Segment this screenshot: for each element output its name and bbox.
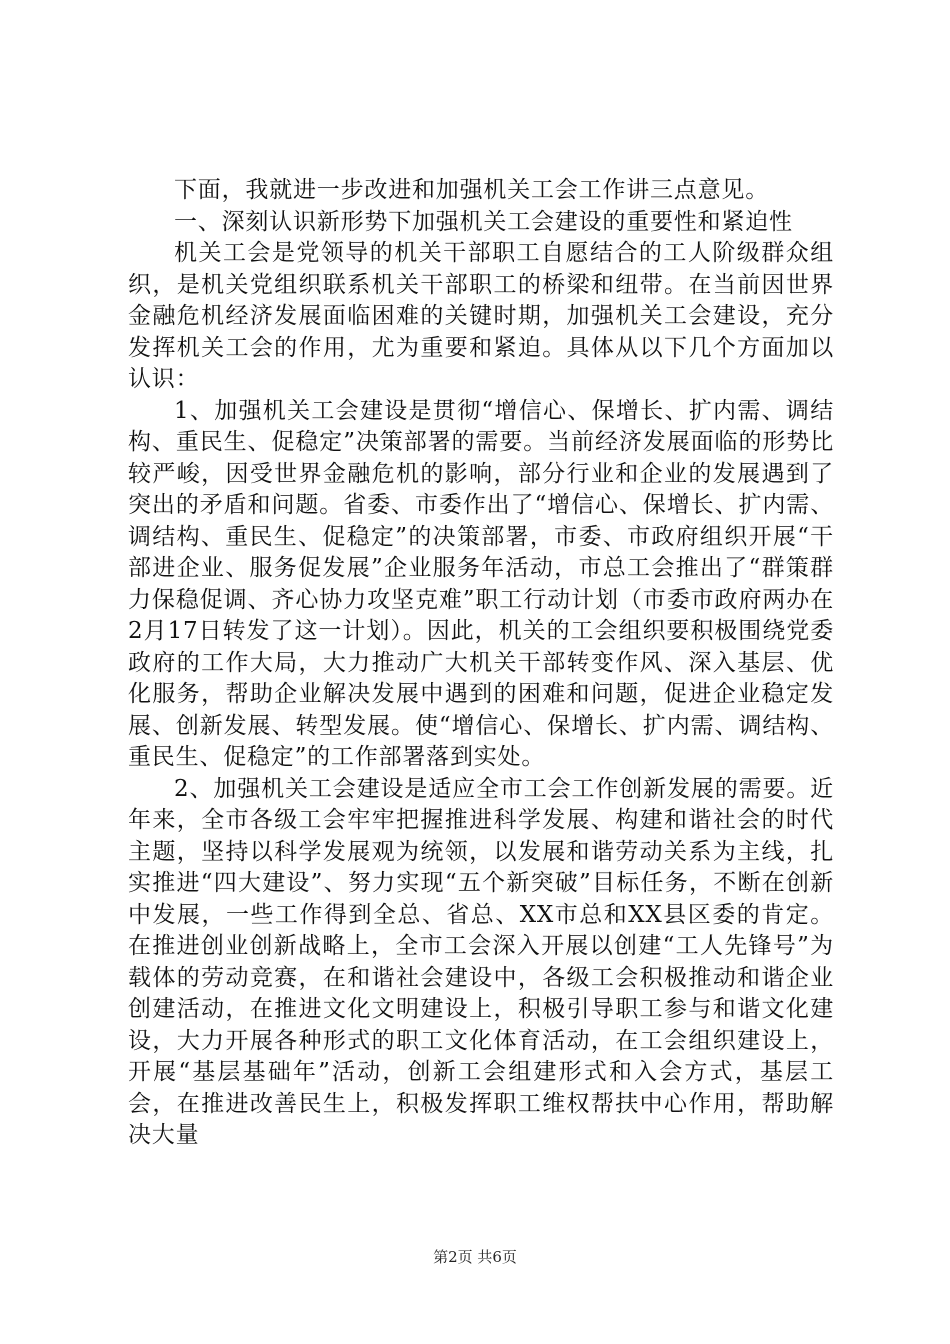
paragraph-point-1: 1、加强机关工会建设是贯彻“增信心、保增长、扩内需、调结构、重民生、促稳定”决策部署的需要。当前经济发展面临的形势比较严峻，因受世界金融危机的影响，部分行业和企业的发展遇到了突出的矛盾和问题。省委、市委作出了“增信心、保增长、扩内需、调结构、重民生、促稳定”的决策部署，市委、市政府组织开展“干部进企业、服务促发展”企业服务年活动，市总工会推出了“群策群力保稳促调、齐心协力攻坚克难”职工行动计划（市委市政府两办在2月17日转发了这一计划）。因此，机关的工会组织要积极围绕党委政府的工作大局，大力推动广大机关干部转变作风、深入基层、优化服务，帮助企业解决发展中遇到的困难和问题，促进企业稳定发展、创新发展、转型发展。使“增信心、保增长、扩内需、调结构、重民生、促稳定”的工作部署落到实处。 bbox=[128, 397, 834, 770]
paragraph-intro: 下面，我就进一步改进和加强机关工会工作讲三点意见。 bbox=[174, 177, 769, 203]
section-heading-1: 一、深刻认识新形势下加强机关工会建设的重要性和紧迫性 bbox=[174, 208, 793, 235]
paragraph-point-2: 2、加强机关工会建设是适应全市工会工作创新发展的需要。近年来，全市各级工会牢牢把握推进科学发展、构建和谐社会的时代主题，坚持以科学发展观为统领，以发展和谐劳动关系为主线，扎实推进“四大建设”、努力实现“五个新突破”目标任务，不断在创新中发展，一些工作得到全总、省总、XX市总和XX县区委的肯定。在推进创业创新战略上，全市工会深入开展以创建“工人先锋号”为载体的劳动竞赛，在和谐社会建设中，各级工会积极推动和谐企业创建活动，在推进文化文明建设上，积极引导职工参与和谐文化建设，大力开展各种形式的职工文化体育活动，在工会组织建设上，开展“基层基础年”活动，创新工会组建形式和入会方式，基层工会，在推进改善民生上，积极发挥职工维权帮扶中心作用，帮助解决大量 bbox=[128, 775, 834, 1148]
paragraph-body: 机关工会是党领导的机关干部职工自愿结合的工人阶级群众组织，是机关党组织联系机关干部职工的桥梁和纽带。在当前因世界金融危机经济发展面临困难的关键时期，加强机关工会建设，充分发挥机关工会的作用，尤为重要和紧迫。具体从以下几个方面加以认识： bbox=[128, 240, 834, 392]
page-number-footer: 第2页 共6页 bbox=[433, 1248, 517, 1266]
document-body bbox=[128, 175, 834, 1152]
